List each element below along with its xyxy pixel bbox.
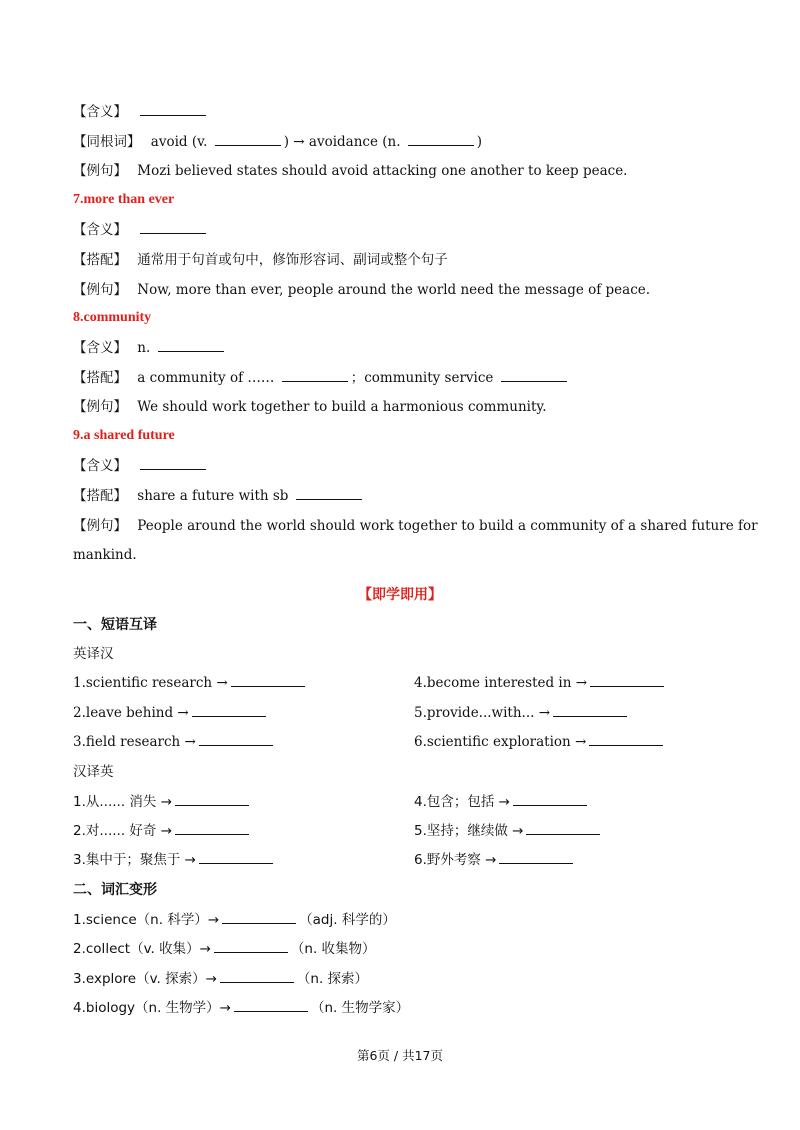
answer-blank[interactable]	[590, 674, 664, 687]
exercise-item	[73, 998, 740, 1018]
exercise-item	[414, 850, 576, 870]
answer-blank[interactable]	[175, 822, 249, 835]
example-row	[73, 280, 740, 300]
exercise-item	[73, 850, 740, 870]
answer-blank[interactable]	[220, 970, 294, 983]
answer-blank[interactable]	[140, 103, 206, 116]
cognate-text: avoid (v.	[150, 134, 208, 150]
page-number: 第6页 / 共17页	[356, 1048, 444, 1063]
collocation-label: 【搭配】	[73, 370, 127, 386]
answer-blank[interactable]	[499, 851, 573, 864]
exercise-text: 5.provide...with... →	[414, 705, 551, 721]
exercise-text: 2.对...... 好奇 →	[73, 823, 173, 839]
example-row	[73, 516, 758, 536]
cognate-text: ) → avoidance (n.	[283, 134, 401, 150]
answer-blank[interactable]	[526, 822, 600, 835]
exercise-hint: （n. 生物学家）	[310, 1000, 410, 1016]
subsection-title: 英译汉	[73, 646, 114, 662]
meaning-label: 【含义】	[73, 458, 127, 474]
example-sentence: Now, more than ever, people around the world need the message of peace.	[137, 282, 651, 298]
answer-blank[interactable]	[158, 339, 224, 352]
exercise-hint: （adj. 科学的）	[299, 912, 396, 928]
answer-blank[interactable]	[222, 911, 296, 924]
example-continuation: mankind.	[73, 547, 137, 563]
answer-blank[interactable]	[513, 793, 587, 806]
collocation-row	[73, 368, 740, 388]
exercise-text: 3.集中于；聚焦于 →	[73, 852, 196, 868]
answer-blank[interactable]	[282, 369, 348, 382]
example-sentence: People around the world should work together to build a community of a shared future for	[137, 518, 758, 534]
answer-blank[interactable]	[408, 133, 474, 146]
answer-blank[interactable]	[231, 674, 305, 687]
answer-blank[interactable]	[175, 793, 249, 806]
section-title: 【即学即用】	[358, 587, 442, 603]
cognate-label: 【同根词】	[73, 134, 141, 150]
answer-blank[interactable]	[234, 999, 308, 1012]
exercise-item	[414, 792, 590, 812]
entry-heading: 9.a shared future	[73, 428, 175, 443]
exercise-text: 3.field research →	[73, 734, 196, 750]
exercise-hint: （n. 探索）	[296, 971, 369, 987]
cognate-text: )	[476, 134, 483, 150]
example-label: 【例句】	[73, 163, 127, 179]
collocation-text: share a future with sb	[137, 488, 289, 504]
exercise-hint: （n. 收集物）	[290, 941, 376, 957]
collocation-text: ；community service	[350, 370, 494, 386]
exercise-text: 2.collect（v. 收集）→	[73, 941, 211, 957]
exercise-item	[414, 732, 666, 752]
answer-blank[interactable]	[140, 457, 206, 470]
answer-blank[interactable]	[214, 940, 288, 953]
exercise-text: 3.explore（v. 探索）→	[73, 971, 217, 987]
part-title: 二、词汇变形	[73, 882, 157, 898]
exercise-text: 4.biology（n. 生物学）→	[73, 1000, 231, 1016]
exercise-item	[73, 939, 740, 959]
exercise-item	[73, 821, 740, 841]
meaning-row	[73, 220, 740, 240]
collocation-label: 【搭配】	[73, 488, 127, 504]
meaning-row	[73, 456, 740, 476]
meaning-row	[73, 338, 740, 358]
exercise-item	[414, 821, 603, 841]
cognate-row	[73, 132, 740, 152]
answer-blank[interactable]	[501, 369, 567, 382]
exercise-text: 6.scientific exploration →	[414, 734, 587, 750]
answer-blank[interactable]	[199, 733, 273, 746]
exercise-text: 2.leave behind →	[73, 705, 189, 721]
pos-text: n.	[137, 340, 151, 356]
collocation-text: a community of ……	[137, 370, 275, 386]
entry-heading: 7.more than ever	[73, 192, 175, 207]
example-label: 【例句】	[73, 518, 127, 534]
answer-blank[interactable]	[140, 221, 206, 234]
exercise-text: 6.野外考察 →	[414, 852, 497, 868]
example-row	[73, 161, 740, 181]
meaning-row	[73, 102, 740, 122]
exercise-text: 4.包含；包括 →	[414, 794, 510, 810]
example-label: 【例句】	[73, 399, 127, 415]
entry-heading: 8.community	[73, 310, 152, 325]
answer-blank[interactable]	[589, 733, 663, 746]
exercise-item	[414, 673, 667, 693]
answer-blank[interactable]	[192, 704, 266, 717]
exercise-item	[73, 792, 740, 812]
example-row	[73, 397, 740, 417]
example-sentence: We should work together to build a harmonious community.	[137, 399, 547, 415]
subsection-title: 汉译英	[73, 764, 114, 780]
exercise-item	[73, 910, 740, 930]
collocation-row	[73, 250, 740, 270]
part-title: 一、短语互译	[73, 617, 157, 633]
collocation-text: 通常用于句首或句中，修饰形容词、副词或整个句子	[137, 252, 448, 268]
example-label: 【例句】	[73, 282, 127, 298]
exercise-item	[73, 969, 740, 989]
exercise-text: 1.scientific research →	[73, 675, 228, 691]
answer-blank[interactable]	[199, 851, 273, 864]
meaning-label: 【含义】	[73, 340, 127, 356]
exercise-text: 1.science（n. 科学）→	[73, 912, 220, 928]
collocation-label: 【搭配】	[73, 252, 127, 268]
example-sentence: Mozi believed states should avoid attacking one another to keep peace.	[137, 163, 628, 179]
exercise-item	[414, 703, 630, 723]
exercise-text: 1.从...... 消失 →	[73, 794, 173, 810]
answer-blank[interactable]	[215, 133, 281, 146]
meaning-label: 【含义】	[73, 222, 127, 238]
answer-blank[interactable]	[553, 704, 627, 717]
collocation-row	[73, 486, 740, 506]
exercise-text: 4.become interested in →	[414, 675, 588, 691]
answer-blank[interactable]	[296, 487, 362, 500]
exercise-item	[73, 703, 740, 723]
meaning-label: 【含义】	[73, 104, 127, 120]
exercise-text: 5.坚持；继续做 →	[414, 823, 524, 839]
